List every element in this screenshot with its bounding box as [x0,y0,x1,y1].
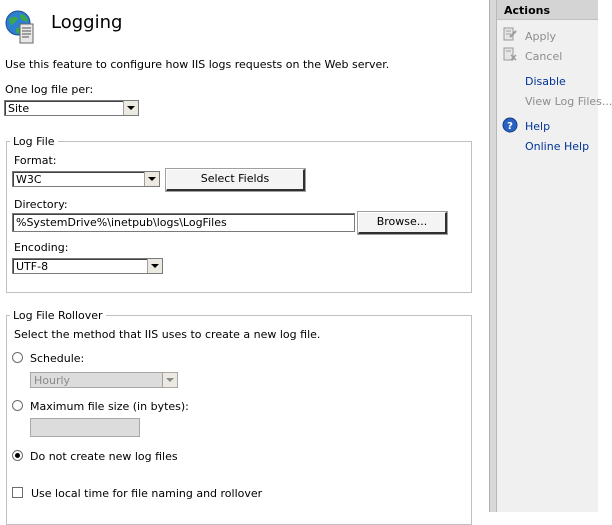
log-per-select[interactable] [4,100,139,116]
svg-text:?: ? [507,121,513,132]
schedule-label[interactable]: Schedule: [30,352,85,365]
rollover-legend: Log File Rollover [10,309,106,322]
encoding-select[interactable] [12,258,163,274]
disable-action[interactable]: Disable [525,75,566,88]
chevron-down-icon [162,373,177,387]
max-size-label[interactable]: Maximum file size (in bytes): [30,400,189,413]
view-log-files-action[interactable]: View Log Files... [525,95,612,108]
format-value: W3C [16,173,42,186]
select-fields-button[interactable]: Select Fields [166,169,305,191]
max-size-input[interactable] [30,418,140,437]
actions-header [497,0,598,20]
page-title: Logging [51,12,123,33]
rollover-description: Select the method that IIS uses to create a new log file. [14,328,321,341]
directory-label: Directory: [14,198,68,211]
chevron-down-icon[interactable] [144,172,159,186]
format-label: Format: [14,154,57,167]
no-new-files-label[interactable]: Do not create new log files [30,450,178,463]
log-per-value: Site [8,102,30,115]
actions-pane [497,0,612,512]
no-new-files-radio[interactable] [12,450,23,461]
cancel-action[interactable]: Cancel [525,50,563,63]
logging-feature-icon [4,9,38,45]
log-file-legend: Log File [10,135,58,148]
chevron-down-icon[interactable] [123,101,138,115]
encoding-value: UTF-8 [16,260,49,273]
schedule-radio[interactable] [12,352,23,363]
local-time-label[interactable]: Use local time for file naming and rollover [31,487,263,500]
schedule-value: Hourly [34,374,71,387]
chevron-down-icon[interactable] [147,259,162,273]
directory-input[interactable] [12,213,355,232]
online-help-action[interactable]: Online Help [525,140,590,153]
page-description: Use this feature to configure how IIS logs requests on the Web server. [5,58,390,71]
actions-title: Actions [504,4,550,17]
format-select[interactable] [12,171,160,187]
encoding-label: Encoding: [14,241,69,254]
schedule-select[interactable] [30,372,178,388]
browse-button[interactable]: Browse... [358,212,447,234]
max-size-radio[interactable] [12,400,23,411]
help-icon [502,117,518,133]
local-time-checkbox[interactable] [12,487,23,498]
apply-action[interactable]: Apply [525,30,557,43]
help-action[interactable]: Help [525,120,551,133]
pane-splitter[interactable] [489,0,497,512]
log-per-label: One log file per: [5,83,94,96]
directory-value: %SystemDrive%\inetpub\logs\LogFiles [16,216,227,229]
cancel-icon [502,46,518,62]
apply-icon [502,26,518,42]
